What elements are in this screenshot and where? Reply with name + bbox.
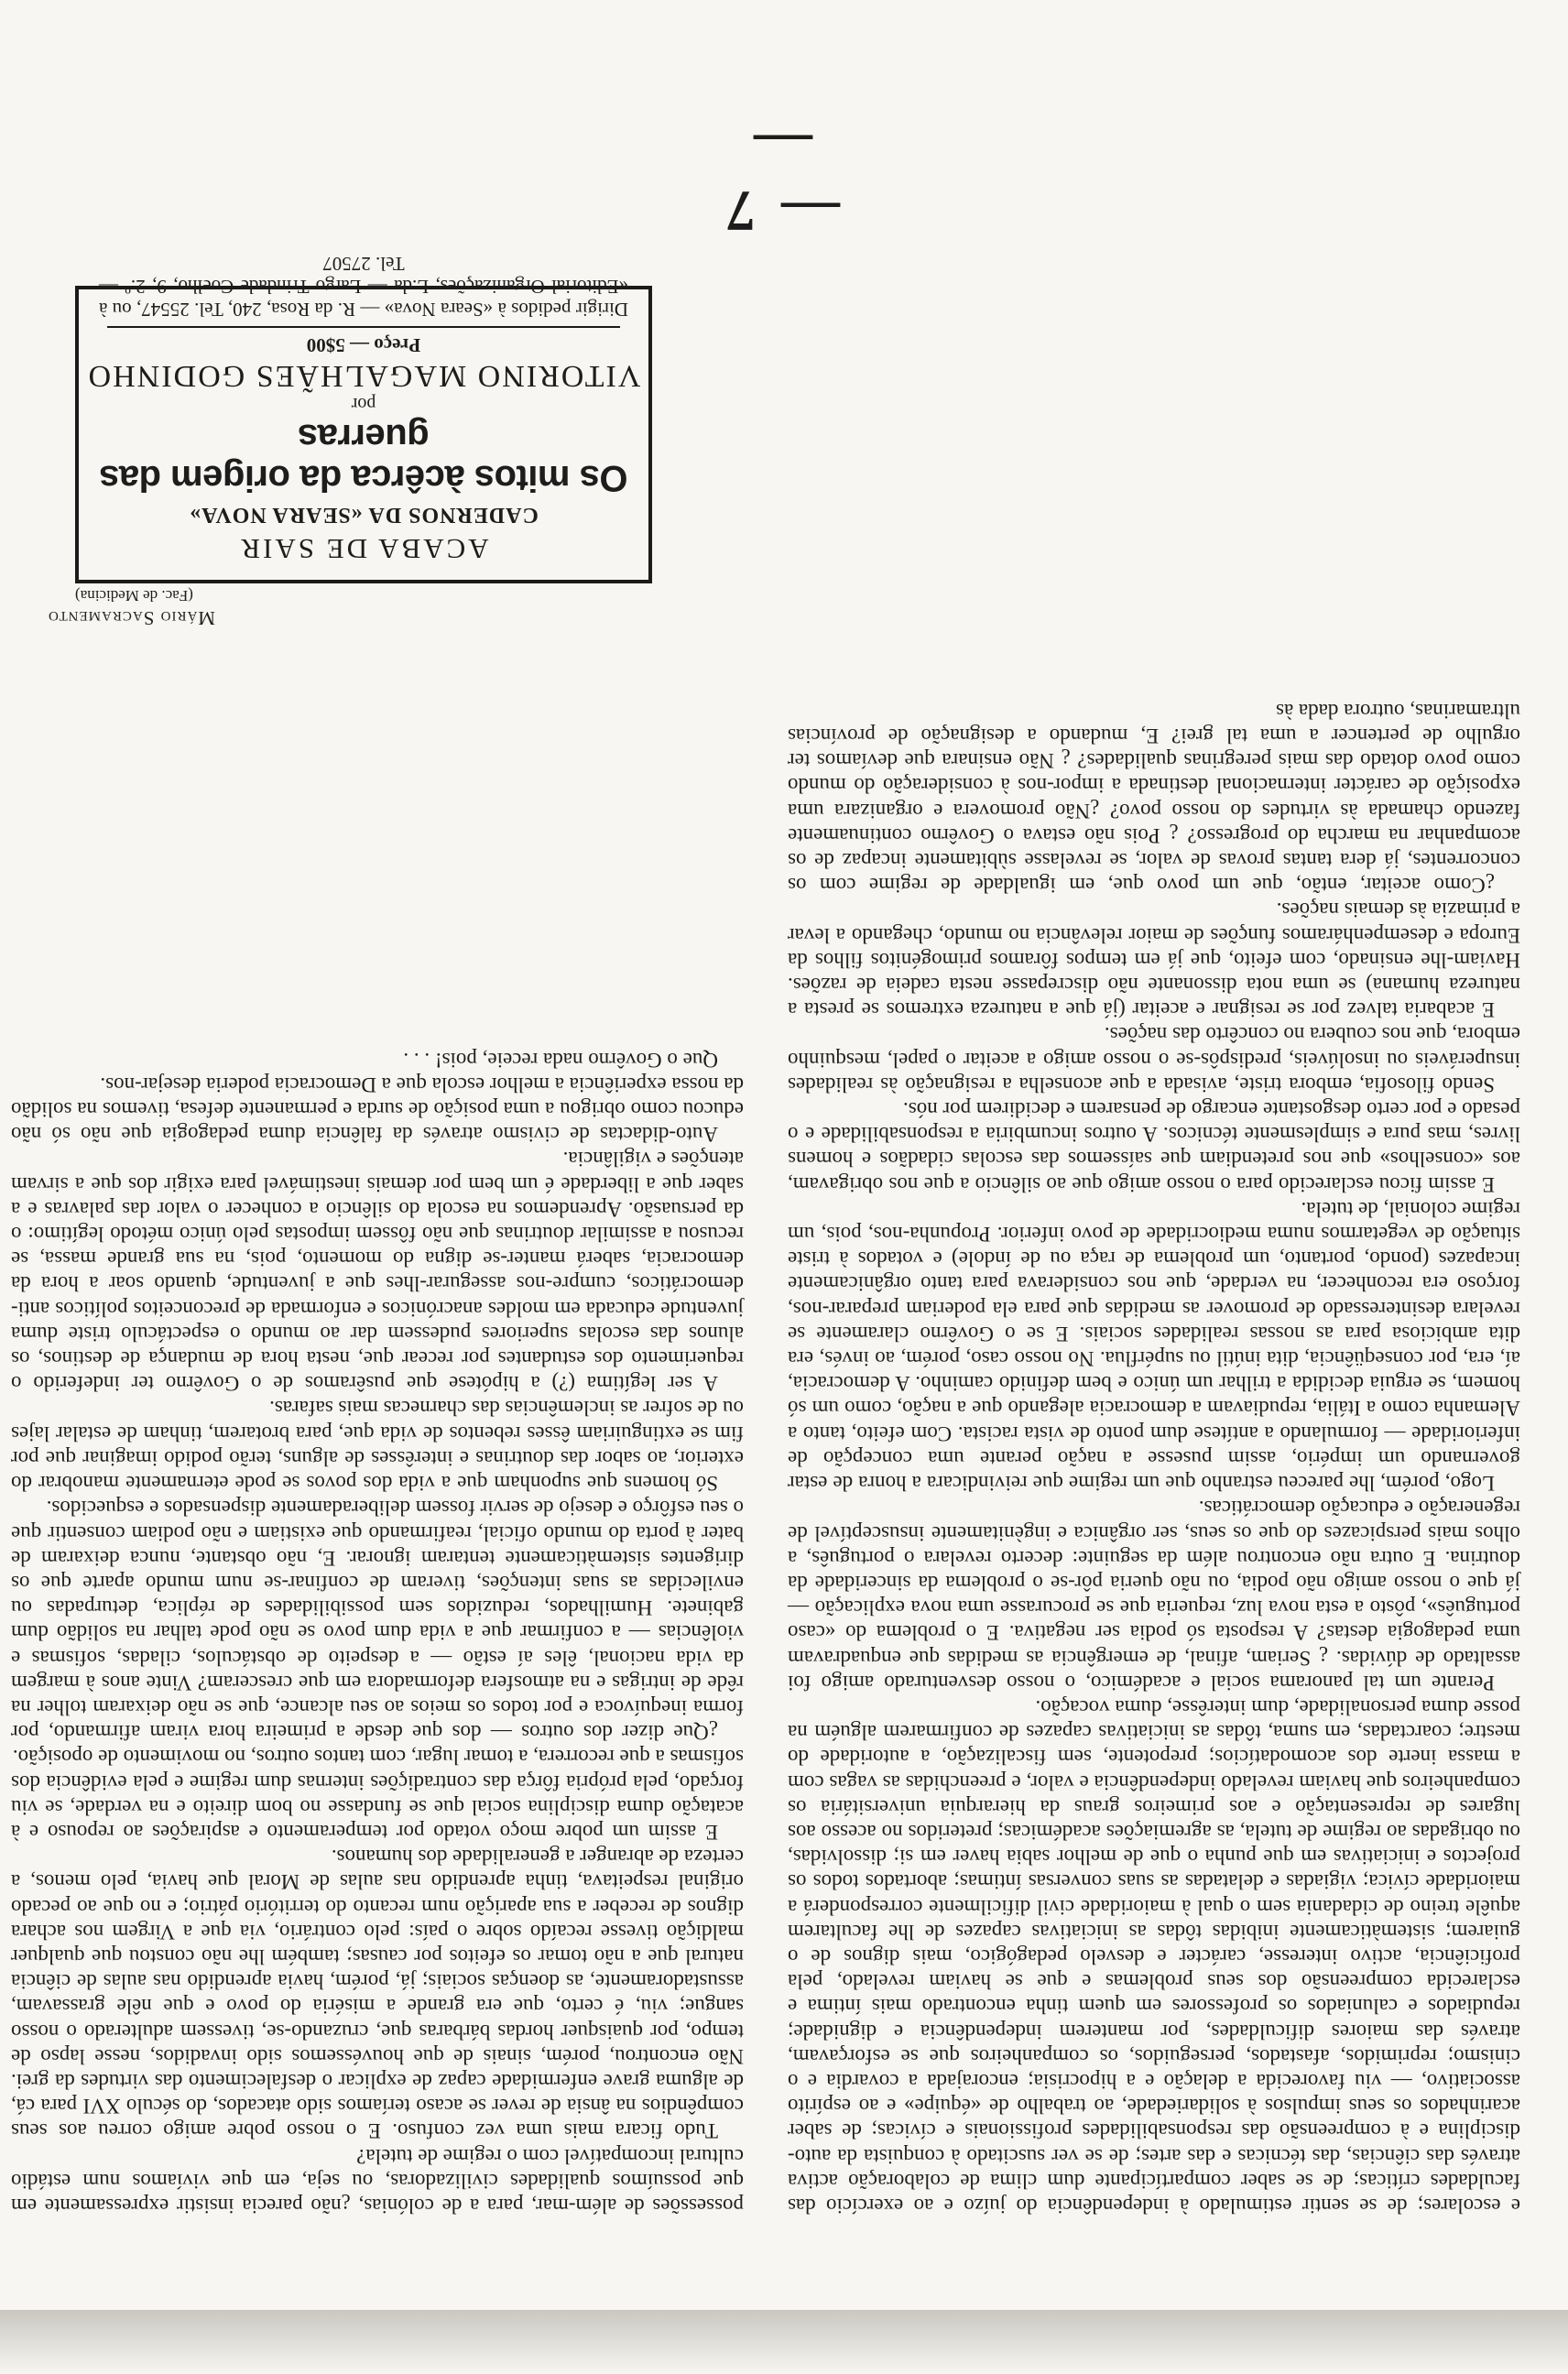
paragraph: E assim um pobre moço votado por temperamento e aspirações ao repouso e à acatação duma disciplina social que se fundasse no bom direito e na verdade, se viu forçado, pela própria fôrça das contradições internas dum regime e pela evidência dos sofismas a que recorrera, a tomar lugar, com tantos outros, no movimento de oposição. [11, 1746, 744, 1844]
page-number: — 7 — [721, 111, 840, 244]
signature-affiliation: (Fac. de Medicina) [75, 587, 193, 604]
ad-heading: ACABA DE SAIR [238, 533, 489, 565]
paragraph: ¿Que dizer dos outros — dos que desde a primeira hora viram afirmando, por forma inequívoca e por todos os meios ao seu alcance, que se não deixaram tolher na rêde de intrigas e na atmosfera deformadora em que cresceram? Vinte anos à margem da vida nacional, êles aí estão — a despeito de obstáculos, ciladas, sofismas e violências — a confirmar que a vida dum povo se não pode talhar na solidão dum gabinete. Humilhados, reduzidos sem possibilidades de réplica, deturpadas ou envilecidas as suas intenções, tiveram de confinar-se num mundo aparte que os dirigentes sistemàticamente tentaram ignorar. E, não obstante, nunca deixaram de bater à porta do mundo oficial, reafirmando que existiam e não podiam consentir que o seu esfôrço e desejo de servir fossem deliberadamente dispensados e esquecidos. [11, 1497, 744, 1745]
ad-divider [107, 326, 620, 328]
paragraph: Que o Govêrno nada receie, pois! . . . [403, 1048, 718, 1072]
paragraph: Sendo filosofia, embora triste, avisada a que aconselha a resignação às realidades insuperáveis ou insolúveis, predispôs-se o nosso amigo a aceitar o papel, mesquinho embora, que nos coubera no concêrto das nações. [788, 1023, 1520, 1096]
paragraph: possessões de além-mar, para a de colónias, ¿não parecia insistir expressamente em que possuímos qualidades civilizadoras, ou seja, em que vivíamos num estádio cultural incompatível com o regime de tutela? [11, 2144, 744, 2217]
paragraph: A ser legítima (?) a hipótese que pusêramos de o Govêrno ter indeferido o requerimento dos estudantes por recear que, nesta hora de mudança de destinos, os alunos das escolas superiores pudessem dar ao mundo o espectáculo triste duma juventude educada em moldes anacrónicos e enformada de preconceitos políticos anti-democráticos, cumpre-nos assegurar-lhes que a juventude, quando soar a hora da democracia, saberá manter-se digna do momento, pois, na sua grande massa, se recusou a assimilar doutrinas que não fôssem impostas pelo único método legítimo: o da persuasão. Aprendemos na escola do silêncio a conhecer o valor das palavras e a saber que a liberdade é um bem por demais inestimável para exigir dos que a sirvam atenções e vigilância. [11, 1148, 744, 1396]
paragraph: Só homens que suponham que a vida dos povos se pode eternamente manobrar do exterior, ao sabor das doutrinas e interêsses de alguns, terão podido imaginar que por fim se extinguiriam êsses rebentos de vida que, para brotarem, tinham de estalar lajes ou de sofrer as inclemências das charnecas mais safaras. [11, 1397, 744, 1496]
article-column-right [11, 441, 744, 2218]
author-signature [48, 586, 524, 629]
paragraph: ¿Como aceitar, então, que um povo que, em igualdade de regime com os concorrentes, já dera tantas provas de valor, se revelasse sùbitamente incapaz de os acompanhar na marcha do progresso? ¿ Pois não estava o Govêrno continuamente fazendo chamada às virtudes do nosso povo? ¿Não promovera e organizara uma exposição de carácter internacional destinada a impor-nos à consideração do mundo como povo dotado das mais peregrinas qualidades? ¿ Não ensinara que devíamos ter orgulho de pertencer a uma tal grei? E, mudando a designação de províncias ultramarinas, outrora dada às [788, 699, 1520, 898]
paragraph: Logo, porém, lhe pareceu estranho que um regime que reivindicara a honra de estar governando um império, assim pusesse a nação perante uma concepção de inferioridade — formulando a antítese dum ponto de vista racista. Com efeito, tanto a Alemanha como a Itália, repudiavam a democracia alegando que a nação, como um só homem, se erguia decidida a trilhar um único e bem definido caminho. A democracia, aí, era, por conseqüência, dita inútil ou supérflua. No nosso caso, porém, ao invés, era dita ambiciosa para as nossas realidades sociais. E se o Govêrno claramente se revelara desinteressado de promover as medidas que para ela poderiam preparar-nos, forçoso era reconhecer, na verdade, que nos considerava para tanto orgânicamente incapazes (pondo, portanto, um problema de raça ou de índole) e votados à triste situação de vegetarmos numa mediocridade de povo inferior. Propunha-nos, pois, um regime colonial, de tutela. [788, 1197, 1520, 1496]
paragraph: E acabaria talvez por se resignar e aceitar (já que a natureza extremos se presta a natureza humana) se uma nota dissonante não discrepasse nesta cadeia de razões. Haviam-lhe ensinado, com efeito, que já em tempos fôramos primogénitos filhos da Europa e desempenháramos funções de maior relevância no mundo, chegando a levar a primazia às demais nações. [788, 898, 1520, 1022]
book-advertisement [75, 253, 652, 583]
article-column-left [788, 295, 1520, 2218]
paragraph: Auto-didactas de civismo através da falência duma pedagogia que não só não educou como obrigou a uma posição de surda e permanente defesa, tivemos na solidão da nossa experiência a melhor escola que a Democracia poderia desejar-nos. [11, 1073, 744, 1147]
paragraph: E assim ficou esclarecido para o nosso amigo que ao silêncio a que nos obrigavam, aos «conselhos» que nos pretendiam que saíssemos das escolas cidadãos e homens livres, mas pura e simplesmente técnicos. A outros incumbiria a responsabilidade e o pesado e por certo desgostante encargo de pensarem e decidirem por nós. [788, 1098, 1520, 1196]
paragraph: e escolares; de se sentir estimulado à independência do juízo e ao exercício das faculdades críticas; de se saber compartícipante dum clima de colaboração activa através das ciências, das técnicas e das artes; de se ver suscitado à conquista da auto-disciplina e à compreensão das responsabilidades profissionais e cívicas; de saber acarinhados os seus impulsos à solidariedade, ao trabalho de «équipe» e ao espírito associativo, — viu favorecida a delação e a hipocrisia; encorajada a covardia e o cinismo; reprimidos, afastados, perseguidos, os companheiros que se esforçavam, através das maiores dificuldades, por manterem independência e dignidade; repudiados e caluniados os professores em quem tinha encontrado mais íntima e esclarecida compreensão dos seus problemas e que se haviam revelado, pela proficiência, activo interesse, carácter e desvelo pedagógico, mais dignos de o guiarem; sistemàticamente inibidas tôdas as iniciativas capazes de lhe facultarem aquêle treino de cidadania sem o qual à maioridade civil dificilmente corresponderá a maioridade cívica; vigiadas e delatadas as suas conversas íntimas; abortados todos os projectos e iniciativas em que punha o que de melhor sabia haver em si; dissolvidas, ou obrigadas ao regime de tutela, as agremiações académicas; preteridos no acesso aos lugares de representação e aos primeiros graus da hierarquia universitária os companheiros que haviam revelado independência e valor, e preenchidas as vagas com a massa inerte dos acomodatícios; prepotente, sem fiscalização, a autoridade do mestre; coarctadas, em suma, tôdas as iniciativas capazes de confirmarem alguém na posse duma personalidade, dum interêsse, duma vocação. [788, 1695, 1520, 2217]
ad-order-info: Dirigir pedidos à «Seara Nova» — R. da Rosa, 240, Tel. 25547, ou à «Editorial Organizações, L.da — Largo Trindade Coelho, 9, 2.º — Tel. 27507 [99, 253, 628, 321]
paragraph: Tudo ficara mais uma vez confuso. E o nosso pobre amigo correu aos seus compêndios na ânsia de rever se acaso teríamos sido atacados, do século XVI para cá, de alguma grave enfermidade capaz de explicar o desfalecimento das virtudes da grei. Não encontrou, porém, sinais de que houvéssemos sido invadidos, nesse lapso de tempo, por quaisquer hordas bárbaras que, cruzando-se, tivessem adulterado o nosso sangue; viu, é certo, que era grande a miséria do povo e que nêle grassavam, assustadoramente, as doenças sociais; já, porém, havia aprendido nas aulas de ciência natural que a não tomar os efeitos por causas; também lhe não constou que qualquer maldição tivesse recaído sobre o país: pelo contrário, via que a Virgem nos achara dignos de receber a sua aparição num recanto do território pátrio; e no que ao pecado original respeitava, tinha aprendido nas aulas de Moral que havia, pelo menos, a certeza de abranger a generalidade dos humanos. [11, 1846, 744, 2143]
binding-shadow [0, 2310, 1568, 2374]
ad-series: CADERNOS DA «SEARA NOVA» [189, 503, 539, 527]
paragraph: Perante um tal panorama social e académico, o nosso desventurado amigo foi assaltado de dúvidas. ¿ Seriam, afinal, de emergência as medidas que enquadravam uma pedagogia destas? A resposta só podia ser negativa. E o problema do «caso português», pôsto a esta nova luz, requeria que se procurasse uma nova explicação — já que o nosso amigo não podia, ou não queria pôr-se o problema da sinceridade da doutrina. E outra não encontrou além da seguinte: decerto revelara o português, a olhos mais perspicazes do que os seus, ser orgânica e ingènitamente insusceptível de regeneração e educação democráticas. [788, 1497, 1520, 1694]
ad-by: por [351, 394, 376, 414]
signature-name: Mário Sacramento [48, 607, 215, 629]
ad-price: Preço — 5$00 [306, 334, 421, 356]
ad-book-title: Os mitos àcêrca da origem das guerras [99, 417, 628, 498]
ad-author: VITORINO MAGALHÃES GODINHO [86, 359, 641, 393]
